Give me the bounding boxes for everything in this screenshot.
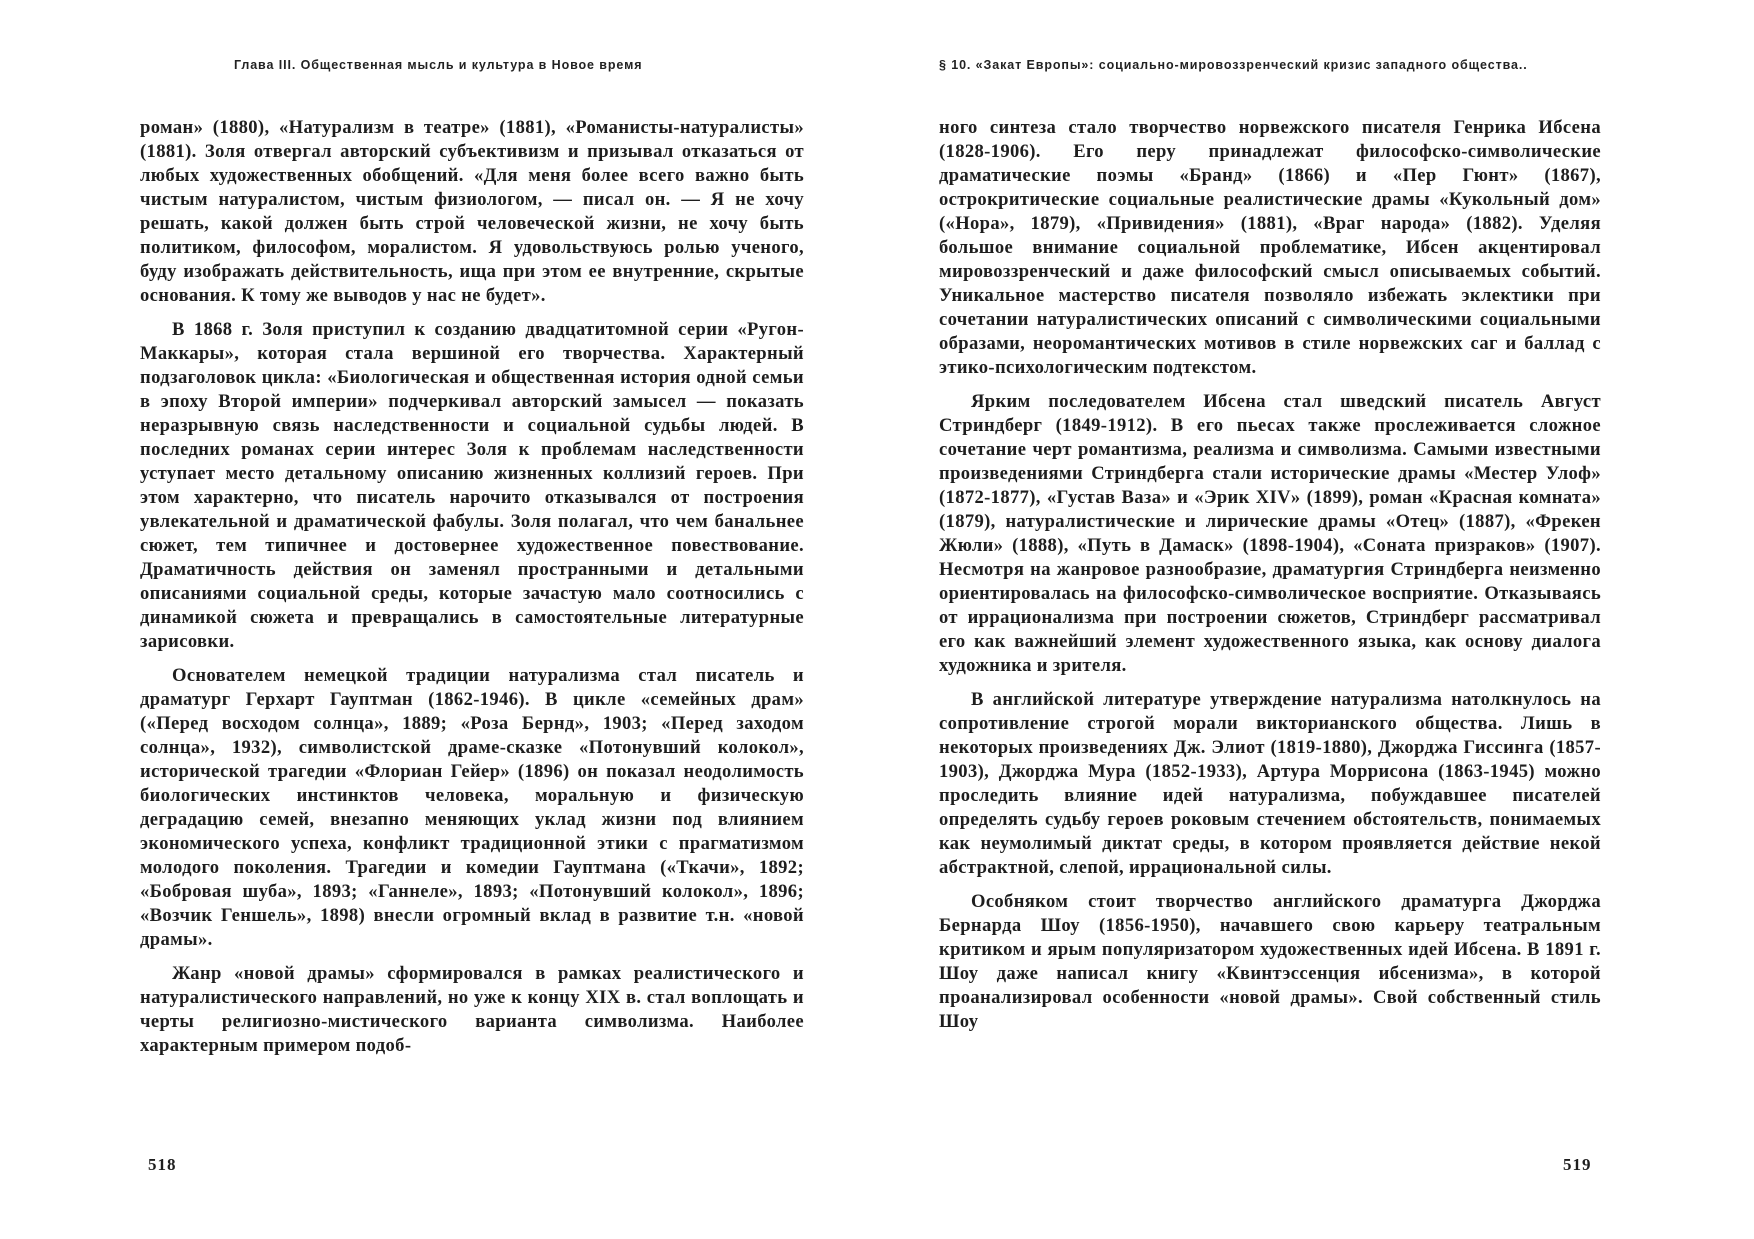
paragraph: Ярким последователем Ибсена стал шведский писатель Август Стриндберг (1849-1912). В его пьесах также прослеживается сложное сочетание черт романтизма, реализма и символизма. Самыми известными произведениями Стриндберга стали исторические драмы «Местер Улоф» (1872-1877), «Густав Ваза» и «Эрик XIV» (1899), роман «Красная комната» (1879), натуралистические и лирические драмы «Отец» (1887), «Фрекен Жюли» (1888), «Путь в Дамаск» (1898-1904), «Соната призраков» (1907). Несмотря на жанровое разнообразие, драматургия Стриндберга неизменно ориентировалась на философско-символическое восприятие. Отказываясь от иррационализма при построении сюжетов, Стриндберг рассматривал его как важнейший элемент художественного языка, как основу диалога художника и зрителя.: [939, 391, 1601, 676]
right-page: [877, 0, 1754, 1239]
running-head: Глава III. Общественная мысль и культура в Новое время: [234, 58, 643, 72]
running-head: § 10. «Закат Европы»: социально-мировоззренческий кризис западного общества..: [939, 58, 1528, 72]
paragraph: роман» (1880), «Натурализм в театре» (1881), «Романисты-натуралисты» (1881). Золя отвергал авторский субъективизм и призывал отказаться от любых художественных обобщений. «Для меня более всего важно быть чистым натуралистом, чистым физиологом, — писал он. — Я не хочу решать, какой должен быть строй человеческой жизни, не хочу быть политиком, философом, моралистом. Я удовольствуюсь ролью ученого, буду изображать действительность, ища при этом ее внутренние, скрытые основания. К тому же выводов у нас не будет».: [140, 117, 804, 306]
paragraph: В 1868 г. Золя приступил к созданию двадцатитомной серии «Ругон-Маккары», которая стала вершиной его творчества. Характерный подзаголовок цикла: «Биологическая и общественная история одной семьи в эпоху Второй империи» подчеркивал авторский замысел — показать неразрывную связь наследственности и социальной судьбы людей. В последних романах серии интерес Золя к проблемам наследственности уступает место детальному описанию жизненных коллизий героев. При этом характерно, что писатель нарочито отказывался от построения увлекательной и драматической фабулы. Золя полагал, что чем банальнее сюжет, тем типичнее и достовернее художественное повествование. Драматичность действия он заменял пространными и детальными описаниями социальной среды, которые зачастую мало соотносились с динамикой сюжета и превращались в самостоятельные литературные зарисовки.: [140, 319, 804, 652]
page-body: [939, 116, 1601, 1034]
paragraph: Основателем немецкой традиции натурализма стал писатель и драматург Герхарт Гауптман (1862-1946). В цикле «семейных драм» («Перед восходом солнца», 1889; «Роза Бернд», 1903; «Перед заходом солнца», 1932), символистской драме-сказке «Потонувший колокол», исторической трагедии «Флориан Гейер» (1896) он показал неодолимость биологических инстинктов человека, моральную и физическую деградацию семей, внезапно меняющих уклад жизни под влиянием экономического успеха, конфликт традиционной этики с прагматизмом молодого поколения. Трагедии и комедии Гауптмана («Ткачи», 1892; «Бобровая шуба», 1893; «Ганнеле», 1893; «Потонувший колокол», 1896; «Возчик Геншель», 1898) внесли огромный вклад в развитие т.н. «новой драмы».: [140, 665, 804, 950]
paragraph: В английской литературе утверждение натурализма натолкнулось на сопротивление строгой морали викторианского общества. Лишь в некоторых произведениях Дж. Элиот (1819-1880), Джорджа Гиссинга (1857-1903), Джорджа Мура (1852-1933), Артура Моррисона (1863-1945) можно проследить влияние идей натурализма, побуждавшее писателей определять судьбу героев роковым стечением обстоятельств, понимаемых как неумолимый диктат среды, в котором проявляется действие некой абстрактной, слепой, иррациональной силы.: [939, 689, 1601, 878]
page-number: 519: [1563, 1155, 1592, 1174]
paragraph: Жанр «новой драмы» сформировался в рамках реалистического и натуралистического направлений, но уже к концу XIX в. стал воплощать и черты религиозно-мистического варианта символизма. Наиболее характерным примером подоб-: [140, 963, 804, 1056]
page-number: 518: [148, 1155, 177, 1174]
page-body: [140, 116, 804, 1058]
paragraph: ного синтеза стало творчество норвежского писателя Генрика Ибсена (1828-1906). Его перу принадлежат философско-символические драматические поэмы «Бранд» (1866) и «Пер Гюнт» (1867), остpокритические социальные реалистические драмы «Кукольный дом» («Нора», 1879), «Привидения» (1881), «Враг народа» (1882). Уделяя большое внимание социальной проблематике, Ибсен акцентировал мировоззренческий и даже философский смысл описываемых событий. Уникальное мастерство писателя позволяло избежать эклектики при сочетании натуралистических описаний с символическими социальными образами, неоромантических мотивов в стиле норвежских саг и баллад с этико-психологическим подтекстом.: [939, 117, 1601, 378]
paragraph: Особняком стоит творчество английского драматурга Джорджа Бернарда Шоу (1856-1950), начавшего свою карьеру театральным критиком и ярым популяризатором художественных идей Ибсена. В 1891 г. Шоу даже написал книгу «Квинтэссенция ибсенизма», в которой проанализировал особенности «новой драмы». Свой собственный стиль Шоу: [939, 891, 1601, 1032]
